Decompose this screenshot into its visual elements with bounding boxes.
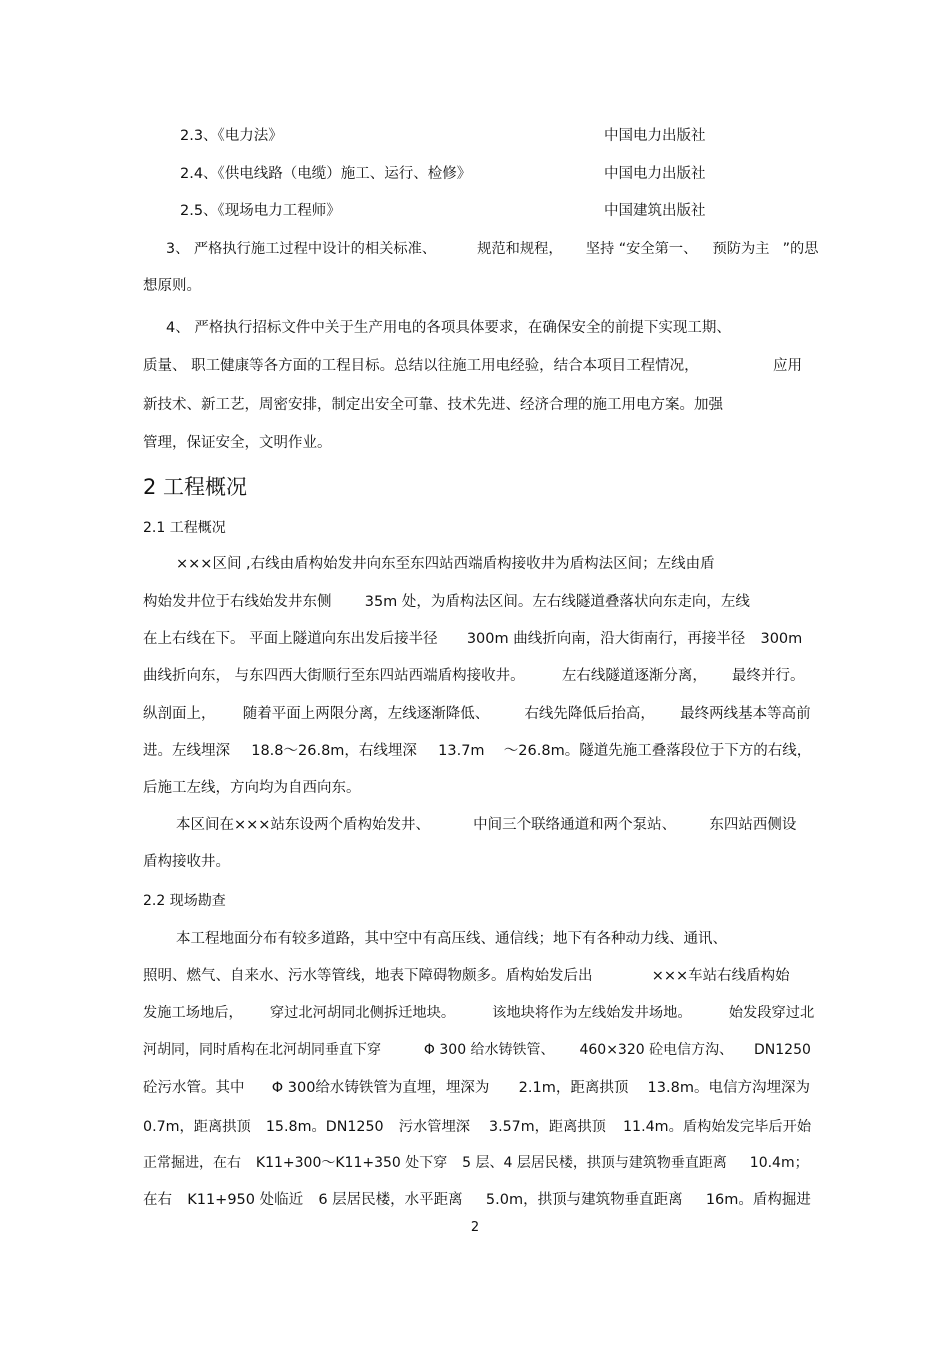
paragraph-line (176, 815, 796, 835)
paragraph-line (143, 966, 790, 986)
text-run: 后施工左线，方向均为自西向东。 (143, 780, 361, 796)
text-run: 曲线折向东， 与东四西大街顺行至东四站西端盾构接收井。 (143, 668, 525, 684)
paragraph-line (143, 852, 230, 872)
text-run: 3.57m，距离拱顶 (489, 1119, 606, 1135)
text-run: K11+300～K11+350 处下穿 (255, 1155, 448, 1171)
text-run: DN1250 (754, 1042, 811, 1058)
text-run: 进。左线埋深 (143, 743, 230, 759)
text-run: 盾构接收井。 (143, 854, 230, 870)
section-heading: 2 工程概况 (143, 475, 248, 499)
text-run: 规范和规程， (477, 241, 563, 257)
paragraph-line (143, 1040, 811, 1060)
text-run: 本工程地面分布有较多道路，其中空中有高压线、通信线；地下有各种动力线、通讯、 (176, 931, 727, 947)
text-run: 穿过北河胡同北侧拆迁地块。 (269, 1005, 456, 1021)
text-run: 0.7m，距离拱顶 (143, 1119, 251, 1135)
text-run: 中间三个联络通道和两个泵站、 (473, 817, 677, 833)
text-run: 本区间在×××站东设两个盾构始发井、 (176, 817, 430, 833)
paragraph-line (143, 592, 750, 612)
paragraph-line (143, 1003, 814, 1023)
text-run: 11.4m。盾构始发完毕后开始 (622, 1119, 812, 1135)
ref-title: 2.4、《供电线路（电缆）施工、运行、检修》 (180, 166, 472, 182)
page-number: 2 (470, 1220, 480, 1235)
ref-publisher: 中国电力出版社 (604, 128, 706, 144)
paragraph-line (143, 741, 811, 761)
ref-title: 2.5、《现场电力工程师》 (180, 203, 341, 219)
text-run: 在上右线在下。 平面上隧道向东出发后接半径 (143, 631, 438, 647)
text-run: 35m 处，为盾构法区间。左右线隧道叠落状向东走向，左线 (364, 594, 750, 610)
text-run: 15.8m。DN1250 (265, 1119, 384, 1135)
text-run: 最终两线基本等高前 (680, 706, 811, 722)
ref-title: 2.3、《电力法》 (180, 128, 283, 144)
text-run: 16m。盾构掘进 (705, 1192, 811, 1208)
text-run: 300m (760, 631, 803, 647)
item4-line: 4、 严格执行招标文件中关于生产用电的各项具体要求，在确保安全的前提下实现工期、 (166, 320, 731, 336)
text-run: 右线先降低后抬高， (524, 706, 655, 722)
text-run: 河胡同，同时盾构在北河胡同垂直下穿 (143, 1042, 381, 1058)
text-run: ”的思 (782, 241, 819, 257)
paragraph-line (143, 629, 802, 649)
text-run: 东四站西侧设 (709, 817, 797, 833)
text-run: 正常掘进，在右 (143, 1155, 241, 1171)
text-run: 发施工场地后， (143, 1005, 243, 1021)
text-run: 纵剖面上， (143, 706, 216, 722)
text-run: 始发段穿过北 (728, 1005, 815, 1021)
text-run: 预防为主 (712, 241, 770, 257)
text-run: 构始发井位于右线始发井东侧 (143, 594, 332, 610)
paragraph-line (176, 929, 727, 949)
item4-line: 新技术、新工艺，周密安排，制定出安全可靠、技术先进、经济合理的施工用电方案。加强 (143, 397, 723, 413)
text-run: ×××车站右线盾构始 (651, 968, 790, 984)
item4-line: 质量、 职工健康等各方面的工程目标。总结以往施工用电经验，结合本项目工程情况， (143, 358, 699, 374)
text-run: Φ 300 给水铸铁管、 (423, 1042, 555, 1058)
text-run: Φ 300给水铸铁管为直埋，埋深为 (271, 1080, 490, 1096)
paragraph-line (143, 666, 805, 686)
paragraph-line (143, 704, 811, 724)
text-run: “安全第一、 (618, 241, 698, 257)
item4-line: 应用 (773, 358, 802, 374)
paragraph-line (143, 1190, 811, 1210)
text-run: ～26.8m。隧道先施工叠落段位于下方的右线， (503, 743, 812, 759)
text-run: 砼污水管。其中 (143, 1080, 245, 1096)
paragraph-line (143, 778, 361, 798)
text-run: 13.8m。电信方沟埋深为 (647, 1080, 810, 1096)
item4-line: 管理，保证安全，文明作业。 (143, 435, 332, 451)
text-run: 18.8～26.8m，右线埋深 (251, 743, 417, 759)
subsection-heading: 2.1 工程概况 (143, 520, 226, 536)
text-run: 10.4m； (749, 1155, 809, 1171)
text-run: 460×320 砼电信方沟、 (579, 1042, 734, 1058)
text-run: 5.0m，拱顶与建筑物垂直距离 (485, 1192, 683, 1208)
ref-publisher: 中国电力出版社 (604, 166, 706, 182)
text-run: K11+950 处临近 (187, 1192, 304, 1208)
text-run: 随着平面上两限分离，左线逐渐降低、 (242, 706, 490, 722)
text-run: 2.1m，距离拱顶 (518, 1080, 629, 1096)
text-run: 污水管埋深 (398, 1119, 470, 1135)
text-run: 该地块将作为左线始发井场地。 (492, 1005, 692, 1021)
paragraph-line (143, 1117, 811, 1137)
text-run: 在右 (143, 1192, 172, 1208)
paragraph-line (143, 1078, 810, 1098)
item3-line: 想原则。 (143, 278, 201, 294)
text-run: 最终并行。 (732, 668, 805, 684)
item3-line (166, 239, 818, 259)
text-run: 6 层居民楼，水平距离 (318, 1192, 463, 1208)
paragraph-line (143, 1153, 809, 1173)
text-run: 5 层、4 层居民楼，拱顶与建筑物垂直距离 (462, 1155, 727, 1171)
text-run: 13.7m (438, 743, 485, 759)
subsection-heading: 2.2 现场勘查 (143, 893, 226, 909)
ref-publisher: 中国建筑出版社 (604, 203, 706, 219)
text-run: 左右线隧道逐渐分离， (561, 668, 707, 684)
text-run: ×××区间 ,右线由盾构始发井向东至东四站西端盾构接收井为盾构法区间；左线由盾 (176, 556, 715, 572)
text-run: 3、 严格执行施工过程中设计的相关标准、 (166, 241, 437, 257)
text-run: 坚持 (585, 241, 615, 257)
paragraph-line (176, 554, 715, 574)
text-run: 照明、燃气、自来水、污水等管线，地表下障碍物颇多。盾构始发后出 (143, 968, 593, 984)
text-run: 300m 曲线折向南，沿大街南行，再接半径 (466, 631, 746, 647)
